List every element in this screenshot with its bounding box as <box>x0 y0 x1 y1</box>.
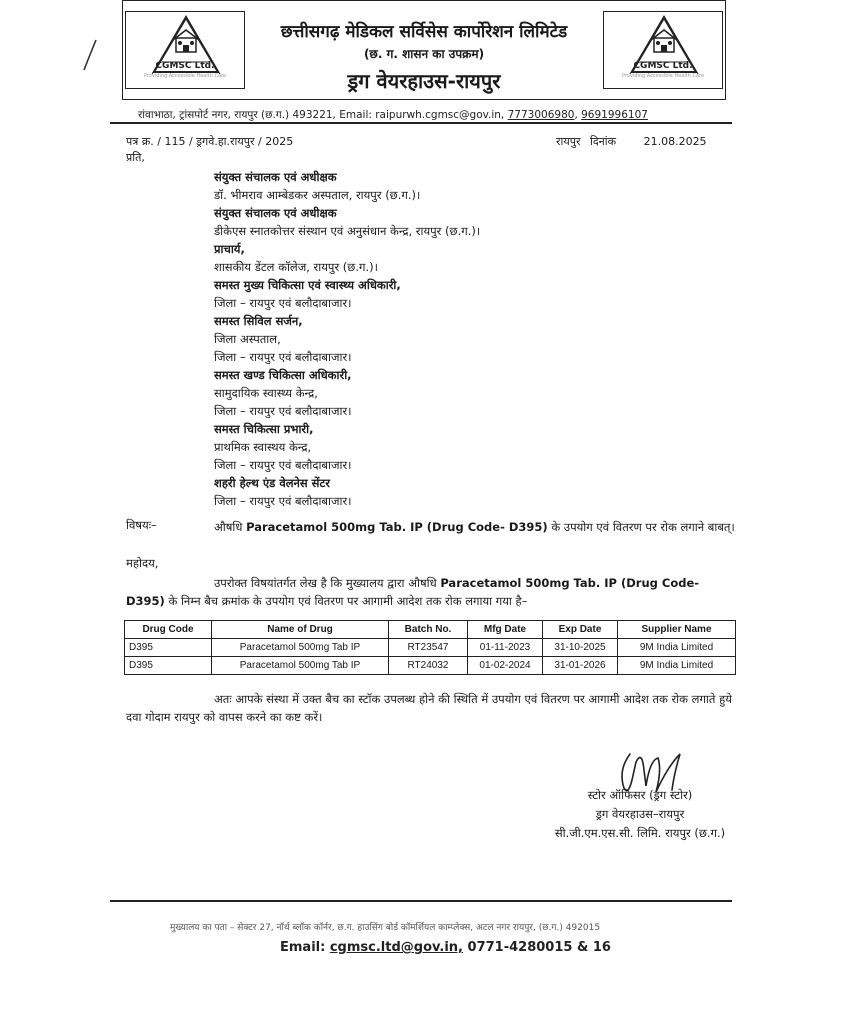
place: रायपुर <box>556 135 581 148</box>
para1-suffix: के निम्न बैच क्रमांक के उपयोग एवं वितरण पर आगामी आदेश तक रोक लगाया गया है– <box>168 594 528 608</box>
cgmsc-logo-left <box>125 11 245 89</box>
cell-mfg-date: 01-11-2023 <box>468 639 543 657</box>
recipient-line: जिला – रायपुर एवं बलौदाबाजार। <box>214 458 352 472</box>
logo-tagline: Providing Accessible Health Care <box>621 73 705 79</box>
col-drug-code: Drug Code <box>125 621 212 639</box>
unit-title: ड्रग वेयरहाउस-रायपुर <box>347 69 501 93</box>
recipient-line: जिला अस्पताल, <box>214 332 281 346</box>
phone-1[interactable]: 7773006980 <box>507 109 575 121</box>
subject-prefix: औषधि <box>214 520 243 534</box>
signatory-org: सी.जी.एम.एस.सी. लिमि. रायपुर (छ.ग.) <box>554 826 726 840</box>
footer-email-label: Email: <box>280 940 326 955</box>
table-header-row <box>125 621 736 639</box>
pen-mark <box>82 38 98 72</box>
subject-suffix: के उपयोग एवं वितरण पर रोक लगाने बाबत्। <box>551 520 735 534</box>
cgmsc-logo-right <box>603 11 723 89</box>
recipient-line: शासकीय डेंटल कॉलेज, रायपुर (छ.ग.)। <box>214 260 378 274</box>
col-drug-name: Name of Drug <box>212 621 389 639</box>
prati-label: प्रति, <box>126 151 145 164</box>
subject-label: विषयः– <box>126 518 157 532</box>
salutation: महोदय, <box>126 556 159 570</box>
recipient-line: प्राथमिक स्वास्थय केन्द्र, <box>214 440 312 454</box>
recipient-line: सामुदायिक स्वास्थ्य केन्द्र, <box>214 386 318 400</box>
subject-text <box>214 518 744 536</box>
address-text: रांवाभाठा, ट्रांसपोर्ट नगर, रायपुर (छ.ग.) 493221, Email: raipurwh.cgmsc@gov.in, <box>138 109 505 121</box>
phone-2[interactable]: 9691996107 <box>581 109 648 121</box>
cell-drug-code: D395 <box>125 639 212 657</box>
footer-address: मुख्यालय का पता – सेक्टर 27, नॉर्थ ब्लॉक कॉर्नर, छ.ग. हाउसिंग बोर्ड कॉमर्शियल काम्प्लेक्स, अटल नगर रायपुर, (छ.ग.) 492015 <box>170 923 601 933</box>
subject-drug: Paracetamol 500mg Tab. IP (Drug Code- D395) <box>246 520 548 534</box>
recipient-line: जिला – रायपुर एवं बलौदाबाजार। <box>214 494 352 508</box>
letter-date: 21.08.2025 <box>643 135 707 148</box>
table-row <box>125 657 736 675</box>
col-supplier: Supplier Name <box>618 621 736 639</box>
recipient-line: शहरी हेल्थ एंड वेलनेस सेंटर <box>214 476 330 490</box>
cell-mfg-date: 01-02-2024 <box>468 657 543 675</box>
reference-number: पत्र क्र. / 115 / ड्रगवे.हा.रायपुर / 2025 <box>126 135 294 148</box>
place-date <box>556 134 713 149</box>
cell-batch-no: RT23547 <box>389 639 468 657</box>
recipient-line: समस्त सिविल सर्जन, <box>214 314 303 328</box>
signatory-designation: स्टोर ऑफिसर (ड्रग स्टोर) <box>587 788 693 802</box>
letterhead-address: रांवाभाठा, ट्रांसपोर्ट नगर, रायपुर (छ.ग.) 493221, Email: raipurwh.cgmsc@gov.in, 7773006980, 9691996107 <box>138 109 648 121</box>
cell-supplier: 9M India Limited <box>618 657 736 675</box>
recipient-line: संयुक्त संचालक एवं अधीक्षक <box>214 206 337 220</box>
recipient-line: समस्त मुख्य चिकित्सा एवं स्वास्थ्य अधिकारी, <box>214 278 401 292</box>
cell-exp-date: 31-10-2025 <box>543 639 618 657</box>
footer-phone: 0771-4280015 & 16 <box>467 940 611 955</box>
logo-text: CGMSC Ltd. <box>633 61 693 71</box>
recipient-line: जिला – रायपुर एवं बलौदाबाजार। <box>214 404 352 418</box>
cell-drug-code: D395 <box>125 657 212 675</box>
cell-drug-name: Paracetamol 500mg Tab IP <box>212 639 389 657</box>
logo-text: CGMSC Ltd. <box>155 61 215 71</box>
date-label: दिनांक <box>589 135 617 148</box>
footer-contact <box>280 940 611 955</box>
letterhead <box>122 0 726 100</box>
cell-batch-no: RT24032 <box>389 657 468 675</box>
recipient-line: समस्त खण्ड चिकित्सा अधिकारी, <box>214 368 352 382</box>
org-subtitle: (छ. ग. शासन का उपक्रम) <box>363 47 485 61</box>
logo-tagline: Providing Accessible Health Care <box>143 73 227 79</box>
footer-divider <box>110 900 732 902</box>
para1-prefix: उपरोक्त विषयांतर्गत लेख है कि मुख्यालय द्वारा औषधि <box>214 576 437 590</box>
footer-email-link[interactable]: cgmsc.ltd@gov.in, <box>329 940 463 955</box>
body-paragraph-1 <box>126 574 738 610</box>
recipient-line: संयुक्त संचालक एवं अधीक्षक <box>214 170 337 184</box>
col-mfg-date: Mfg Date <box>468 621 543 639</box>
recipient-line: जिला – रायपुर एवं बलौदाबाजार। <box>214 296 352 310</box>
signatory-unit: ड्रग वेयरहाउस–रायपुर <box>595 807 685 821</box>
signatory-block <box>540 786 740 843</box>
cell-drug-name: Paracetamol 500mg Tab IP <box>212 657 389 675</box>
org-title: छत्तीसगढ़ मेडिकल सर्विसेस कार्पोरेशन लिमिटेड <box>280 22 568 42</box>
header-divider <box>110 122 732 124</box>
recipient-line: प्राचार्य, <box>214 242 245 256</box>
recipient-line: डीकेएस स्नातकोत्तर संस्थान एवं अनुसंधान केन्द्र, रायपुर (छ.ग.)। <box>214 224 481 238</box>
batch-table <box>124 620 736 675</box>
col-exp-date: Exp Date <box>543 621 618 639</box>
recipient-line: डॉ. भीमराव आम्बेडकर अस्पताल, रायपुर (छ.ग.)। <box>214 188 421 202</box>
cell-supplier: 9M India Limited <box>618 639 736 657</box>
para1-drug: Paracetamol 500mg Tab. IP (Drug Code- D395) <box>126 576 700 608</box>
recipient-list <box>214 168 694 510</box>
table-row <box>125 639 736 657</box>
col-batch-no: Batch No. <box>389 621 468 639</box>
recipient-line: जिला – रायपुर एवं बलौदाबाजार। <box>214 350 352 364</box>
body-paragraph-2: अतः आपके संस्था में उक्त बैच का स्टॉक उपलब्ध होने की स्थिति में उपयोग एवं वितरण पर आगामी आदेश तक रोक लगाते हुये दवा गोदाम रायपुर को वापस करने का कष्ट करें। <box>126 692 732 724</box>
recipient-line: समस्त चिकित्सा प्रभारी, <box>214 422 314 436</box>
cell-exp-date: 31-01-2026 <box>543 657 618 675</box>
